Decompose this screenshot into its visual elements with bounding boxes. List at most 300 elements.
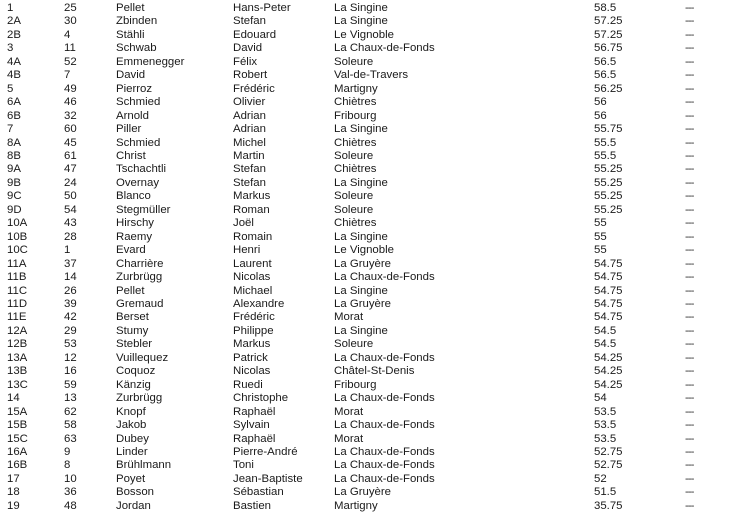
rank-cell: 4A <box>7 55 21 68</box>
table-row <box>0 352 707 365</box>
points-cell: 55 <box>594 244 607 257</box>
mark-cell: --- <box>685 42 694 55</box>
last-name-cell: Zbinden <box>116 15 158 28</box>
first-name-cell: Sylvain <box>233 419 270 432</box>
points-cell: 52.75 <box>594 445 623 458</box>
mark-cell: --- <box>685 405 694 418</box>
first-name-cell: Roman <box>233 203 270 216</box>
first-name-cell: Raphaël <box>233 432 276 445</box>
rank-cell: 14 <box>7 392 20 405</box>
club-cell: Soleure <box>334 149 374 162</box>
bib-number-cell: 36 <box>64 486 77 499</box>
club-cell: La Chaux-de-Fonds <box>334 472 435 485</box>
bib-number-cell: 59 <box>64 378 77 391</box>
points-cell: 57.25 <box>594 15 623 28</box>
first-name-cell: Romain <box>233 230 273 243</box>
bib-number-cell: 12 <box>64 351 77 364</box>
last-name-cell: Brühlmann <box>116 459 172 472</box>
mark-cell: --- <box>685 203 694 216</box>
bib-number-cell: 47 <box>64 163 77 176</box>
last-name-cell: Poyet <box>116 472 146 485</box>
mark-cell: --- <box>685 244 694 257</box>
first-name-cell: Frédéric <box>233 311 275 324</box>
mark-cell: --- <box>685 163 694 176</box>
mark-cell: --- <box>685 123 694 136</box>
points-cell: 54 <box>594 392 607 405</box>
last-name-cell: Charrière <box>116 257 164 270</box>
table-row <box>0 56 707 69</box>
points-cell: 55.25 <box>594 163 623 176</box>
club-cell: La Singine <box>334 284 388 297</box>
last-name-cell: Schwab <box>116 42 157 55</box>
first-name-cell: Robert <box>233 69 268 82</box>
last-name-cell: Arnold <box>116 109 149 122</box>
first-name-cell: Toni <box>233 459 254 472</box>
first-name-cell: Patrick <box>233 351 268 364</box>
points-cell: 51.5 <box>594 486 617 499</box>
club-cell: Fribourg <box>334 109 377 122</box>
table-row <box>0 150 707 163</box>
points-cell: 57.25 <box>594 28 623 41</box>
club-cell: Martigny <box>334 82 378 95</box>
rank-cell: 16A <box>7 445 28 458</box>
first-name-cell: Bastien <box>233 499 271 512</box>
first-name-cell: Olivier <box>233 96 266 109</box>
club-cell: La Gruyère <box>334 297 391 310</box>
rank-cell: 11D <box>7 297 28 310</box>
rank-cell: 4B <box>7 69 21 82</box>
points-cell: 35.75 <box>594 499 623 512</box>
bib-number-cell: 58 <box>64 419 77 432</box>
points-cell: 52.75 <box>594 459 623 472</box>
mark-cell: --- <box>685 311 694 324</box>
last-name-cell: Stebler <box>116 338 153 351</box>
club-cell: La Chaux-de-Fonds <box>334 445 435 458</box>
points-cell: 55.25 <box>594 203 623 216</box>
rank-cell: 10C <box>7 244 28 257</box>
table-row <box>0 177 707 190</box>
first-name-cell: Markus <box>233 338 271 351</box>
first-name-cell: Henri <box>233 244 261 257</box>
table-row <box>0 83 707 96</box>
mark-cell: --- <box>685 338 694 351</box>
table-row <box>0 123 707 136</box>
club-cell: Le Vignoble <box>334 244 394 257</box>
results-table <box>0 2 707 513</box>
last-name-cell: Tschachtli <box>116 163 167 176</box>
rank-cell: 11E <box>7 311 27 324</box>
table-row <box>0 459 707 472</box>
table-row <box>0 15 707 28</box>
table-row <box>0 406 707 419</box>
table-row <box>0 69 707 82</box>
club-cell: Chiètres <box>334 163 377 176</box>
bib-number-cell: 11 <box>64 42 76 55</box>
mark-cell: --- <box>685 257 694 270</box>
mark-cell: --- <box>685 419 694 432</box>
club-cell: La Singine <box>334 176 388 189</box>
club-cell: Val-de-Travers <box>334 69 409 82</box>
mark-cell: --- <box>685 499 694 512</box>
bib-number-cell: 54 <box>64 203 77 216</box>
rank-cell: 6B <box>7 109 21 122</box>
last-name-cell: Gremaud <box>116 297 164 310</box>
bib-number-cell: 4 <box>64 28 71 41</box>
bib-number-cell: 25 <box>64 2 77 14</box>
bib-number-cell: 13 <box>64 392 77 405</box>
points-cell: 54.25 <box>594 378 623 391</box>
rank-cell: 15A <box>7 405 28 418</box>
first-name-cell: Stefan <box>233 15 266 28</box>
mark-cell: --- <box>685 378 694 391</box>
first-name-cell: Alexandre <box>233 297 285 310</box>
bib-number-cell: 10 <box>64 472 77 485</box>
table-row <box>0 311 707 324</box>
points-cell: 54.75 <box>594 311 623 324</box>
bib-number-cell: 30 <box>64 15 77 28</box>
rank-cell: 11C <box>7 284 28 297</box>
points-cell: 53.5 <box>594 405 617 418</box>
table-row <box>0 163 707 176</box>
first-name-cell: Edouard <box>233 28 277 41</box>
mark-cell: --- <box>685 15 694 28</box>
last-name-cell: Piller <box>116 123 142 136</box>
rank-cell: 15C <box>7 432 28 445</box>
mark-cell: --- <box>685 392 694 405</box>
first-name-cell: Stefan <box>233 176 266 189</box>
table-row <box>0 500 707 513</box>
club-cell: Soleure <box>334 338 374 351</box>
bib-number-cell: 29 <box>64 324 77 337</box>
points-cell: 55.25 <box>594 190 623 203</box>
bib-number-cell: 9 <box>64 445 71 458</box>
last-name-cell: Raemy <box>116 230 153 243</box>
mark-cell: --- <box>685 109 694 122</box>
last-name-cell: Zurbrügg <box>116 271 163 284</box>
rank-cell: 11B <box>7 271 27 284</box>
last-name-cell: Berset <box>116 311 149 324</box>
club-cell: La Chaux-de-Fonds <box>334 392 435 405</box>
rank-cell: 11A <box>7 257 27 270</box>
points-cell: 56.25 <box>594 82 623 95</box>
bib-number-cell: 16 <box>64 365 77 378</box>
mark-cell: --- <box>685 271 694 284</box>
mark-cell: --- <box>685 69 694 82</box>
points-cell: 53.5 <box>594 419 617 432</box>
points-cell: 55.5 <box>594 136 617 149</box>
club-cell: La Chaux-de-Fonds <box>334 459 435 472</box>
rank-cell: 19 <box>7 499 20 512</box>
points-cell: 56.5 <box>594 55 617 68</box>
rank-cell: 17 <box>7 472 20 485</box>
points-cell: 52 <box>594 472 607 485</box>
club-cell: La Singine <box>334 230 388 243</box>
club-cell: Morat <box>334 432 364 445</box>
points-cell: 54.5 <box>594 338 617 351</box>
table-row <box>0 190 707 203</box>
bib-number-cell: 7 <box>64 69 71 82</box>
points-cell: 54.25 <box>594 365 623 378</box>
mark-cell: --- <box>685 432 694 445</box>
bib-number-cell: 8 <box>64 459 71 472</box>
first-name-cell: Sébastian <box>233 486 284 499</box>
points-cell: 56 <box>594 109 607 122</box>
rank-cell: 5 <box>7 82 14 95</box>
rank-cell: 9C <box>7 190 22 203</box>
last-name-cell: Zurbrügg <box>116 392 163 405</box>
table-row <box>0 392 707 405</box>
last-name-cell: Emmenegger <box>116 55 185 68</box>
mark-cell: --- <box>685 82 694 95</box>
last-name-cell: Pellet <box>116 284 145 297</box>
last-name-cell: Schmied <box>116 136 161 149</box>
table-row <box>0 285 707 298</box>
bib-number-cell: 52 <box>64 55 77 68</box>
last-name-cell: Bosson <box>116 486 154 499</box>
table-row <box>0 204 707 217</box>
first-name-cell: Félix <box>233 55 258 68</box>
mark-cell: --- <box>685 2 694 14</box>
club-cell: La Singine <box>334 324 388 337</box>
club-cell: Soleure <box>334 190 374 203</box>
first-name-cell: Markus <box>233 190 271 203</box>
mark-cell: --- <box>685 351 694 364</box>
mark-cell: --- <box>685 230 694 243</box>
bib-number-cell: 28 <box>64 230 77 243</box>
points-cell: 53.5 <box>594 432 617 445</box>
club-cell: La Chaux-de-Fonds <box>334 42 435 55</box>
club-cell: Le Vignoble <box>334 28 394 41</box>
club-cell: La Singine <box>334 123 388 136</box>
table-row <box>0 298 707 311</box>
points-cell: 54.75 <box>594 297 623 310</box>
last-name-cell: Dubey <box>116 432 149 445</box>
bib-number-cell: 60 <box>64 123 77 136</box>
mark-cell: --- <box>685 190 694 203</box>
last-name-cell: Pellet <box>116 2 145 14</box>
last-name-cell: Vuillequez <box>116 351 169 364</box>
first-name-cell: Ruedi <box>233 378 263 391</box>
table-row <box>0 365 707 378</box>
points-cell: 55.5 <box>594 149 617 162</box>
bib-number-cell: 39 <box>64 297 77 310</box>
last-name-cell: Schmied <box>116 96 161 109</box>
club-cell: Soleure <box>334 203 374 216</box>
rank-cell: 9A <box>7 163 21 176</box>
table-row <box>0 137 707 150</box>
rank-cell: 3 <box>7 42 14 55</box>
club-cell: La Gruyère <box>334 257 391 270</box>
first-name-cell: Michel <box>233 136 266 149</box>
rank-cell: 2B <box>7 28 21 41</box>
club-cell: La Gruyère <box>334 486 391 499</box>
points-cell: 58.5 <box>594 2 617 14</box>
points-cell: 54.5 <box>594 324 617 337</box>
club-cell: La Singine <box>334 2 388 14</box>
first-name-cell: David <box>233 42 263 55</box>
rank-cell: 15B <box>7 419 28 432</box>
first-name-cell: Michael <box>233 284 273 297</box>
points-cell: 56.5 <box>594 69 617 82</box>
first-name-cell: Adrian <box>233 123 266 136</box>
club-cell: Chiètres <box>334 136 377 149</box>
last-name-cell: Stähli <box>116 28 145 41</box>
points-cell: 56.75 <box>594 42 623 55</box>
mark-cell: --- <box>685 324 694 337</box>
rank-cell: 6A <box>7 96 21 109</box>
bib-number-cell: 14 <box>64 271 77 284</box>
rank-cell: 18 <box>7 486 20 499</box>
club-cell: Martigny <box>334 499 378 512</box>
table-row <box>0 244 707 257</box>
club-cell: La Chaux-de-Fonds <box>334 419 435 432</box>
club-cell: Chiètres <box>334 96 377 109</box>
table-row <box>0 473 707 486</box>
first-name-cell: Martin <box>233 149 265 162</box>
mark-cell: --- <box>685 28 694 41</box>
bib-number-cell: 1 <box>64 244 71 257</box>
last-name-cell: Stegmüller <box>116 203 171 216</box>
club-cell: Morat <box>334 405 364 418</box>
mark-cell: --- <box>685 284 694 297</box>
bib-number-cell: 26 <box>64 284 77 297</box>
mark-cell: --- <box>685 486 694 499</box>
mark-cell: --- <box>685 217 694 230</box>
mark-cell: --- <box>685 472 694 485</box>
bib-number-cell: 46 <box>64 96 77 109</box>
table-row <box>0 419 707 432</box>
club-cell: La Singine <box>334 15 388 28</box>
first-name-cell: Frédéric <box>233 82 275 95</box>
first-name-cell: Nicolas <box>233 365 271 378</box>
bib-number-cell: 32 <box>64 109 77 122</box>
rank-cell: 12A <box>7 324 28 337</box>
table-row <box>0 433 707 446</box>
table-row <box>0 379 707 392</box>
first-name-cell: Jean-Baptiste <box>233 472 303 485</box>
first-name-cell: Pierre-André <box>233 445 298 458</box>
results-table-body <box>0 2 707 513</box>
last-name-cell: Knopf <box>116 405 146 418</box>
bib-number-cell: 50 <box>64 190 77 203</box>
table-row <box>0 258 707 271</box>
table-row <box>0 338 707 351</box>
rank-cell: 2A <box>7 15 21 28</box>
points-cell: 54.25 <box>594 351 623 364</box>
first-name-cell: Hans-Peter <box>233 2 291 14</box>
table-row <box>0 29 707 42</box>
table-row <box>0 325 707 338</box>
bib-number-cell: 24 <box>64 176 77 189</box>
first-name-cell: Raphaël <box>233 405 276 418</box>
first-name-cell: Joël <box>233 217 254 230</box>
table-row <box>0 446 707 459</box>
last-name-cell: Jakob <box>116 419 147 432</box>
table-row <box>0 231 707 244</box>
bib-number-cell: 61 <box>64 149 77 162</box>
last-name-cell: Linder <box>116 445 148 458</box>
bib-number-cell: 48 <box>64 499 77 512</box>
bib-number-cell: 49 <box>64 82 77 95</box>
first-name-cell: Philippe <box>233 324 274 337</box>
mark-cell: --- <box>685 297 694 310</box>
rank-cell: 16B <box>7 459 28 472</box>
table-row <box>0 110 707 123</box>
last-name-cell: Känzig <box>116 378 151 391</box>
last-name-cell: David <box>116 69 146 82</box>
club-cell: Morat <box>334 311 364 324</box>
mark-cell: --- <box>685 445 694 458</box>
rank-cell: 9D <box>7 203 22 216</box>
table-row <box>0 217 707 230</box>
rank-cell: 7 <box>7 123 14 136</box>
points-cell: 55 <box>594 230 607 243</box>
first-name-cell: Adrian <box>233 109 266 122</box>
rank-cell: 13B <box>7 365 28 378</box>
last-name-cell: Evard <box>116 244 146 257</box>
last-name-cell: Overnay <box>116 176 160 189</box>
club-cell: Chiètres <box>334 217 377 230</box>
points-cell: 54.75 <box>594 284 623 297</box>
club-cell: Soleure <box>334 55 374 68</box>
mark-cell: --- <box>685 459 694 472</box>
first-name-cell: Laurent <box>233 257 272 270</box>
mark-cell: --- <box>685 136 694 149</box>
first-name-cell: Nicolas <box>233 271 271 284</box>
mark-cell: --- <box>685 96 694 109</box>
first-name-cell: Christophe <box>233 392 289 405</box>
first-name-cell: Stefan <box>233 163 266 176</box>
mark-cell: --- <box>685 149 694 162</box>
rank-cell: 1 <box>7 2 14 14</box>
club-cell: La Chaux-de-Fonds <box>334 351 435 364</box>
table-row <box>0 42 707 55</box>
rank-cell: 10B <box>7 230 28 243</box>
last-name-cell: Jordan <box>116 499 151 512</box>
bib-number-cell: 45 <box>64 136 77 149</box>
bib-number-cell: 63 <box>64 432 77 445</box>
club-cell: Châtel-St-Denis <box>334 365 415 378</box>
table-row <box>0 271 707 284</box>
table-row <box>0 486 707 499</box>
bib-number-cell: 62 <box>64 405 77 418</box>
points-cell: 54.75 <box>594 271 623 284</box>
table-row <box>0 2 707 15</box>
rank-cell: 13C <box>7 378 28 391</box>
rank-cell: 8A <box>7 136 21 149</box>
mark-cell: --- <box>685 55 694 68</box>
table-row <box>0 96 707 109</box>
mark-cell: --- <box>685 365 694 378</box>
last-name-cell: Hirschy <box>116 217 154 230</box>
rank-cell: 8B <box>7 149 21 162</box>
mark-cell: --- <box>685 176 694 189</box>
rank-cell: 9B <box>7 176 21 189</box>
last-name-cell: Coquoz <box>116 365 156 378</box>
points-cell: 56 <box>594 96 607 109</box>
rank-cell: 13A <box>7 351 28 364</box>
last-name-cell: Blanco <box>116 190 151 203</box>
bib-number-cell: 37 <box>64 257 77 270</box>
club-cell: La Chaux-de-Fonds <box>334 271 435 284</box>
rank-cell: 10A <box>7 217 28 230</box>
last-name-cell: Stumy <box>116 324 149 337</box>
last-name-cell: Pierroz <box>116 82 153 95</box>
club-cell: Fribourg <box>334 378 377 391</box>
bib-number-cell: 53 <box>64 338 77 351</box>
points-cell: 54.75 <box>594 257 623 270</box>
rank-cell: 12B <box>7 338 28 351</box>
